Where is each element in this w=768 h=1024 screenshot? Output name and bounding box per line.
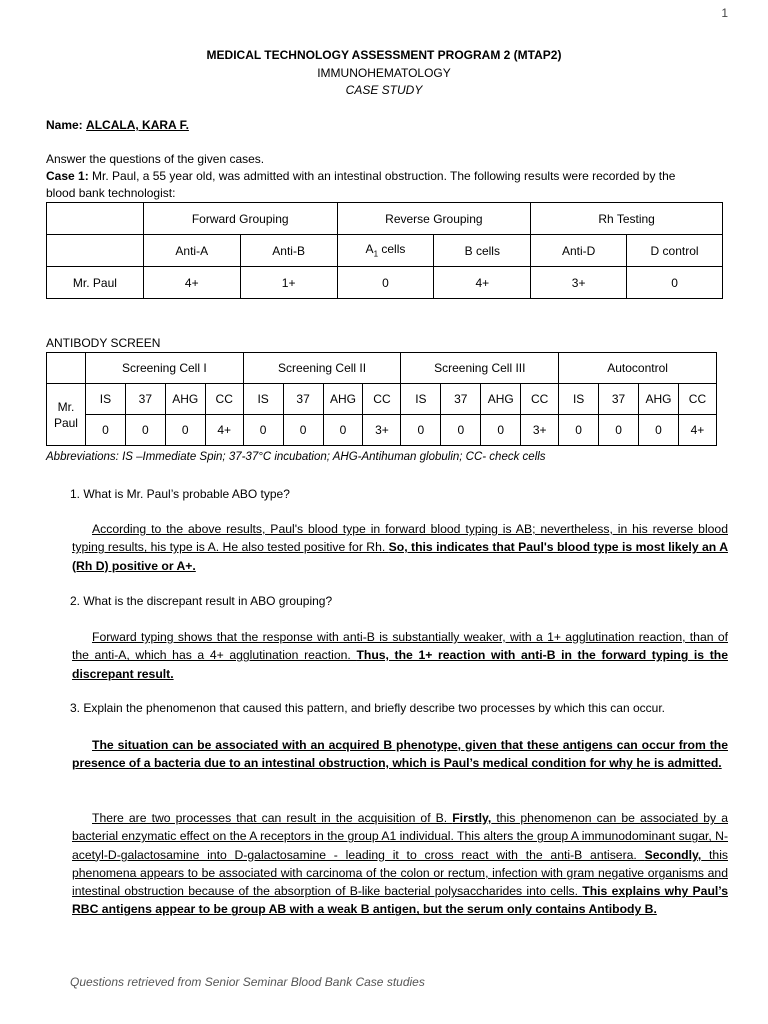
rh-testing-header: Rh Testing bbox=[531, 203, 723, 235]
screen-values-row bbox=[47, 415, 717, 446]
document-subtitle: IMMUNOHEMATOLOGY bbox=[317, 66, 451, 80]
phase-header: CC bbox=[678, 384, 716, 415]
answer-3-p2-first-process: this phenomenon can be associated by a bacterial enzymatic effect on the A receptors in the group A1 individual. This alters the group A immunodominant sugar, N-acetyl-D-galactosamine into D-galactosamine - leading it to cross react with the anti-B antisera. bbox=[72, 811, 729, 862]
grouping-subheader-row bbox=[47, 235, 723, 267]
autocontrol-header: Autocontrol bbox=[559, 353, 717, 384]
grouping-data-row bbox=[47, 267, 723, 299]
phase-header: 37 bbox=[283, 384, 323, 415]
answer-2 bbox=[72, 628, 728, 683]
grouping-blank-cell bbox=[47, 235, 144, 267]
screening-cell-2-header: Screening Cell II bbox=[243, 353, 401, 384]
table-cell: 0 bbox=[165, 415, 205, 446]
table-cell: 0 bbox=[337, 267, 434, 299]
table-cell: 0 bbox=[441, 415, 481, 446]
phase-header: AHG bbox=[481, 384, 521, 415]
table-cell: 0 bbox=[401, 415, 441, 446]
answer-1-text: According to the above results, Paul's blood type in forward blood typing is AB; nevertheless, in his reverse blood typing results, his type is A. He also tested positive for Rh. bbox=[72, 522, 728, 555]
phase-header: AHG bbox=[639, 384, 679, 415]
phase-header: AHG bbox=[165, 384, 205, 415]
case1-label: Case 1: bbox=[46, 169, 89, 183]
abbreviations-note: Abbreviations: IS –Immediate Spin; 37-37°C incubation; AHG-Antihuman globulin; CC- check cells bbox=[46, 451, 546, 463]
page-number: 1 bbox=[721, 6, 728, 20]
col-header: Anti-B bbox=[240, 235, 337, 267]
phase-header: CC bbox=[521, 384, 559, 415]
table-cell: 3+ bbox=[531, 267, 627, 299]
case1-text: Mr. Paul, a 55 year old, was admitted with an intestinal obstruction. The following results were recorded by the bbox=[92, 169, 676, 183]
a1-label: A bbox=[365, 242, 374, 257]
a1-suffix: cells bbox=[378, 242, 406, 257]
row-label: Mr. Paul bbox=[47, 267, 144, 299]
grouping-table bbox=[46, 202, 723, 299]
screening-cell-3-header: Screening Cell III bbox=[401, 353, 559, 384]
table-cell: 0 bbox=[599, 415, 639, 446]
phase-header: 37 bbox=[125, 384, 165, 415]
answer-3-paragraph-1 bbox=[72, 736, 728, 773]
table-cell: 4+ bbox=[205, 415, 243, 446]
table-cell: 0 bbox=[125, 415, 165, 446]
name-label: Name: bbox=[46, 118, 83, 132]
row-label-line2: Paul bbox=[53, 415, 78, 430]
col-header: B cells bbox=[434, 235, 531, 267]
question-3: 3. Explain the phenomenon that caused this pattern, and briefly describe two processes by which this can occur. bbox=[70, 701, 666, 715]
question-1: 1. What is Mr. Paul’s probable ABO type? bbox=[70, 487, 290, 501]
col-header-a1-cells bbox=[337, 235, 434, 267]
table-cell: 3+ bbox=[363, 415, 401, 446]
name-line bbox=[46, 118, 270, 132]
answer-1-conclusion: So, this indicates that Paul's blood type is most likely an A (Rh D) positive or A+. bbox=[72, 540, 728, 573]
table-cell: 0 bbox=[639, 415, 679, 446]
antibody-screen-title: ANTIBODY SCREEN bbox=[46, 336, 161, 350]
screen-corner-cell bbox=[47, 353, 86, 384]
table-cell: 0 bbox=[559, 415, 599, 446]
table-cell: 3+ bbox=[521, 415, 559, 446]
case1-line2: blood bank technologist: bbox=[46, 186, 176, 200]
reverse-grouping-header: Reverse Grouping bbox=[337, 203, 531, 235]
answer-3-secondly: Secondly, bbox=[644, 847, 702, 862]
table-cell: 4+ bbox=[143, 267, 240, 299]
antibody-screen-table bbox=[46, 352, 717, 446]
document-type: CASE STUDY bbox=[345, 83, 423, 97]
table-cell: 0 bbox=[283, 415, 323, 446]
name-value: ALCALA, KARA F. bbox=[86, 118, 189, 132]
answer-3-p1-text: The situation can be associated with an acquired B phenotype, given that these antigens can occur from the presence of a bacteria due to an intestinal obstruction, which is Paul’s medical condition for why he is admitted. bbox=[72, 738, 728, 771]
answer-3-p2-second-process: this phenomena appears to be associated with carcinoma of the colon or rectum, infection with gram negative organisms and intestinal obstruction because of the absorption of B-like bacterial polysaccharides into cells. bbox=[72, 847, 728, 899]
phase-header: 37 bbox=[599, 384, 639, 415]
screening-cell-1-header: Screening Cell I bbox=[85, 353, 243, 384]
phase-header: AHG bbox=[323, 384, 363, 415]
screen-row-label bbox=[47, 384, 86, 446]
table-cell: 0 bbox=[85, 415, 125, 446]
case1-line1 bbox=[46, 169, 675, 183]
grouping-corner-cell bbox=[47, 203, 144, 235]
phase-header: CC bbox=[205, 384, 243, 415]
phase-header: IS bbox=[243, 384, 283, 415]
phase-header: IS bbox=[85, 384, 125, 415]
phase-header: 37 bbox=[441, 384, 481, 415]
table-cell: 4+ bbox=[678, 415, 716, 446]
phase-header: CC bbox=[363, 384, 401, 415]
footer-source-note: Questions retrieved from Senior Seminar Blood Bank Case studies bbox=[70, 975, 425, 989]
phase-header: IS bbox=[559, 384, 599, 415]
col-header: D control bbox=[627, 235, 723, 267]
answer-3-p2-intro: There are two processes that can result in the acquisition of B. bbox=[92, 811, 453, 825]
table-cell: 0 bbox=[243, 415, 283, 446]
answer-1 bbox=[72, 520, 728, 575]
col-header: Anti-A bbox=[143, 235, 240, 267]
answer-2-text: Forward typing shows that the response with anti-B is substantially weaker, with a 1+ agglutination reaction, than of the anti-A, which has a 4+ agglutination reaction. bbox=[72, 630, 728, 663]
table-cell: 4+ bbox=[434, 267, 531, 299]
answer-3-firstly: Firstly, bbox=[452, 811, 492, 825]
answer-3-conclusion: This explains why Paul’s RBC antigens appear to be group AB with a weak B antigen, but the serum only contains Antibody B. bbox=[72, 884, 728, 917]
screen-phase-row bbox=[47, 384, 717, 415]
table-cell: 0 bbox=[323, 415, 363, 446]
screen-header-row bbox=[47, 353, 717, 384]
col-header: Anti-D bbox=[531, 235, 627, 267]
answer-3-paragraph-2 bbox=[72, 809, 728, 919]
table-cell: 0 bbox=[627, 267, 723, 299]
instructions: Answer the questions of the given cases. bbox=[46, 152, 265, 166]
phase-header: IS bbox=[401, 384, 441, 415]
a1-subscript: 1 bbox=[373, 249, 379, 259]
question-2: 2. What is the discrepant result in ABO grouping? bbox=[70, 594, 333, 608]
forward-grouping-header: Forward Grouping bbox=[143, 203, 337, 235]
row-label-line1: Mr. bbox=[57, 399, 75, 414]
table-cell: 0 bbox=[481, 415, 521, 446]
answer-2-conclusion: Thus, the 1+ reaction with anti-B in the forward typing is the discrepant result. bbox=[72, 648, 728, 681]
grouping-header-row bbox=[47, 203, 723, 235]
table-cell: 1+ bbox=[240, 267, 337, 299]
document-title: MEDICAL TECHNOLOGY ASSESSMENT PROGRAM 2 (MTAP2) bbox=[206, 48, 562, 62]
